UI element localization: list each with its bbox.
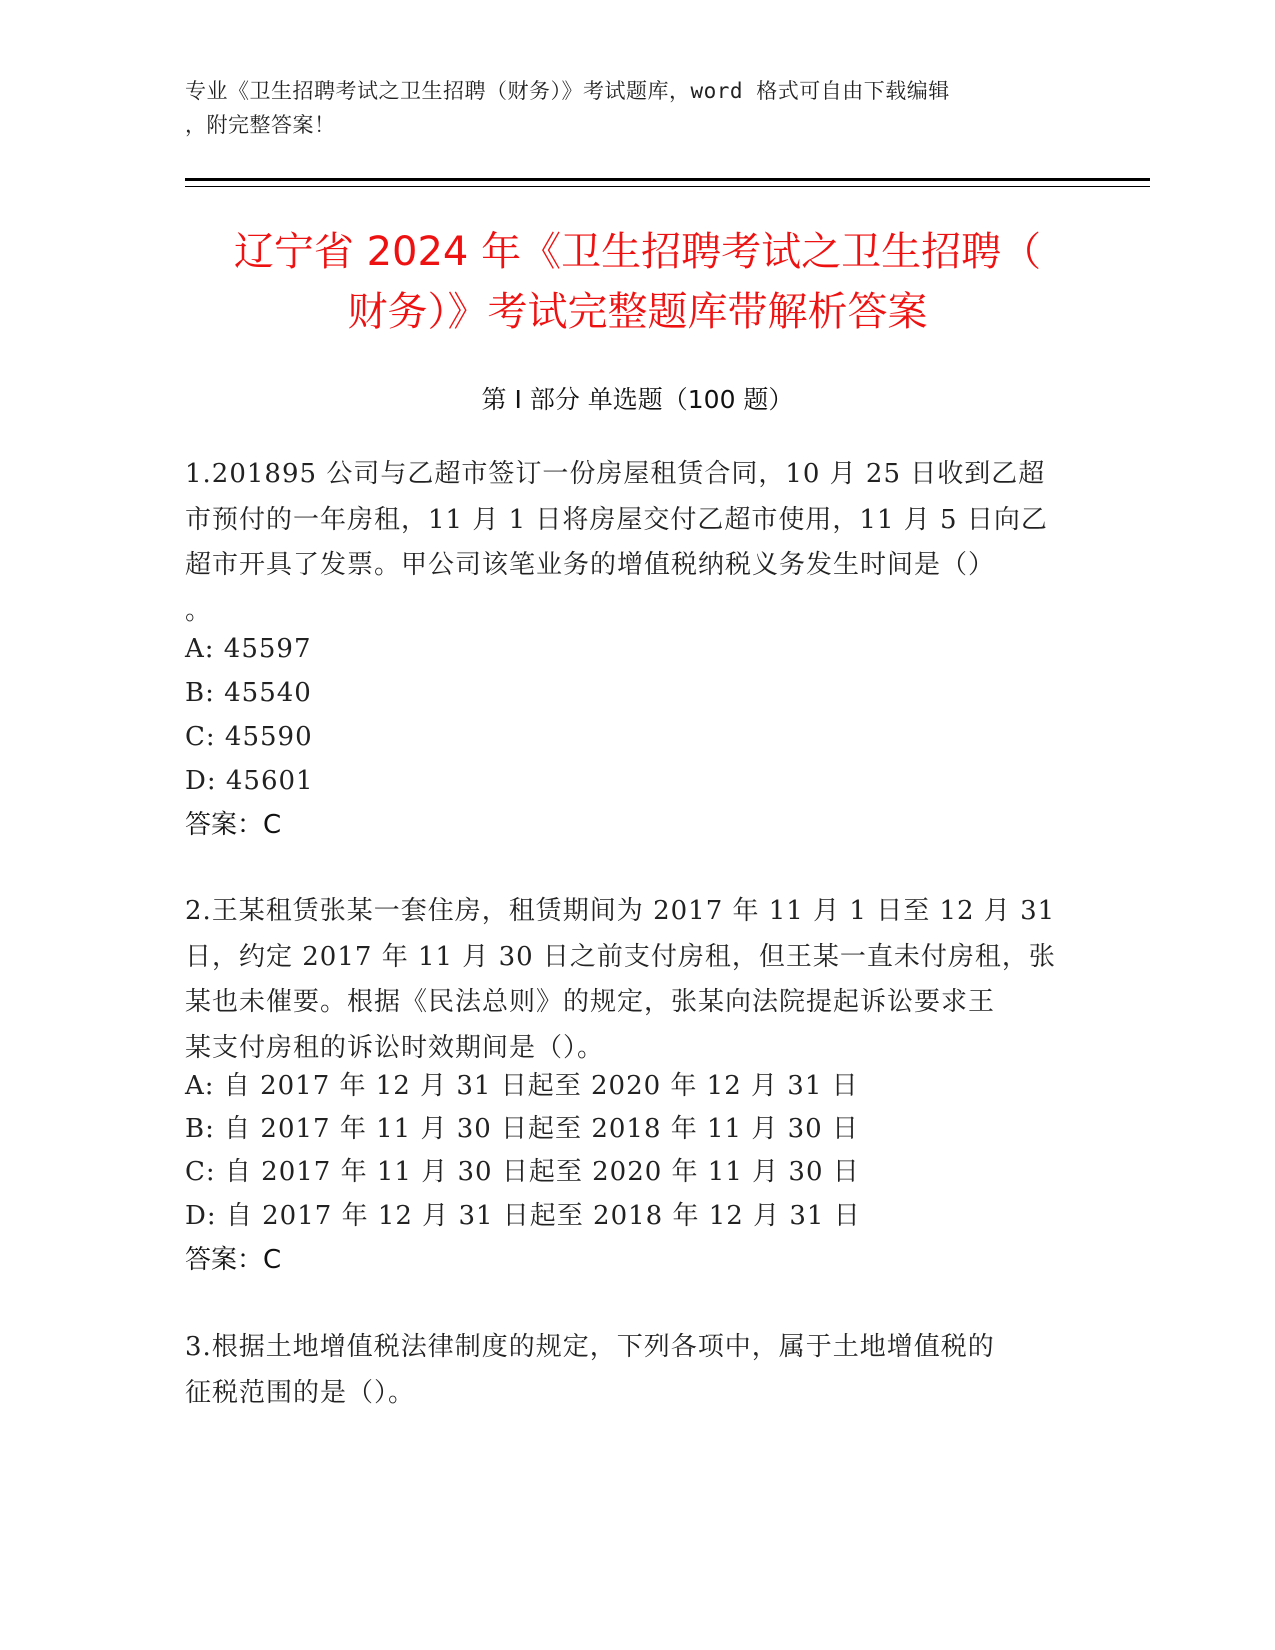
question-2-text <box>185 889 1085 1071</box>
header-rule-thin <box>185 186 1150 187</box>
question-2-line: 某也未催要。根据《民法总则》的规定，张某向法院提起诉讼要求王 <box>185 987 996 1017</box>
header-rule-thick <box>185 178 1150 181</box>
question-2-option-b: B: 自 2017 年 11 月 30 日起至 2018 年 11 月 30 日 <box>185 1114 859 1144</box>
document-title-line-2: 财务）》考试完整题库带解析答案 <box>347 289 928 335</box>
header-note-line-1: 专业《卫生招聘考试之卫生招聘（财务）》考试题库，word 格式可自由下载编辑 <box>185 79 950 103</box>
document-title-line-1: 辽宁省 2024 年《卫生招聘考试之卫生招聘（ <box>233 229 1042 275</box>
question-1-answer: 答案：C <box>185 810 282 840</box>
question-2-line: 日，约定 2017 年 11 月 30 日之前支付房租，但王某一直未付房租，张 <box>185 941 1056 972</box>
question-1-line: 1.201895 公司与乙超市签订一份房屋租赁合同，10 月 25 日收到乙超 <box>185 459 1046 489</box>
question-2-option-c: C: 自 2017 年 11 月 30 日起至 2020 年 11 月 30 日 <box>185 1157 860 1187</box>
question-2-option-d: D: 自 2017 年 12 月 31 日起至 2018 年 12 月 31 日 <box>185 1201 861 1231</box>
question-1-line: 超市开具了发票。甲公司该笔业务的增值税纳税义务发生时间是（） <box>185 550 996 580</box>
question-1-line: 。 <box>185 595 213 626</box>
header-note-line-2: ，附完整答案！ <box>185 113 336 137</box>
question-1-option-c: C: 45590 <box>185 722 313 752</box>
header-note <box>185 74 1065 142</box>
question-1-option-b: B: 45540 <box>185 678 312 708</box>
question-2-line: 2.王某租赁张某一套住房，租赁期间为 2017 年 11 月 1 日至 12 月 31 <box>185 896 1056 926</box>
question-1-text <box>185 452 1085 634</box>
question-1-line: 市预付的一年房租，11 月 1 日将房屋交付乙超市使用，11 月 5 日向乙 <box>185 504 1048 535</box>
question-2-line: 某支付房租的诉讼时效期间是（）。 <box>185 1032 605 1063</box>
question-3-text <box>185 1325 1085 1416</box>
document-title <box>160 222 1115 342</box>
section-title: 第 I 部分 单选题（100 题） <box>481 385 794 414</box>
question-2-option-a: A: 自 2017 年 12 月 31 日起至 2020 年 12 月 31 日 <box>185 1071 859 1101</box>
question-1-option-a: A: 45597 <box>185 634 312 664</box>
question-1-option-d: D: 45601 <box>185 766 314 796</box>
question-3-line: 征税范围的是（）。 <box>185 1377 416 1408</box>
question-2-answer: 答案：C <box>185 1245 282 1275</box>
question-3-line: 3.根据土地增值税法律制度的规定，下列各项中，属于土地增值税的 <box>185 1332 995 1362</box>
